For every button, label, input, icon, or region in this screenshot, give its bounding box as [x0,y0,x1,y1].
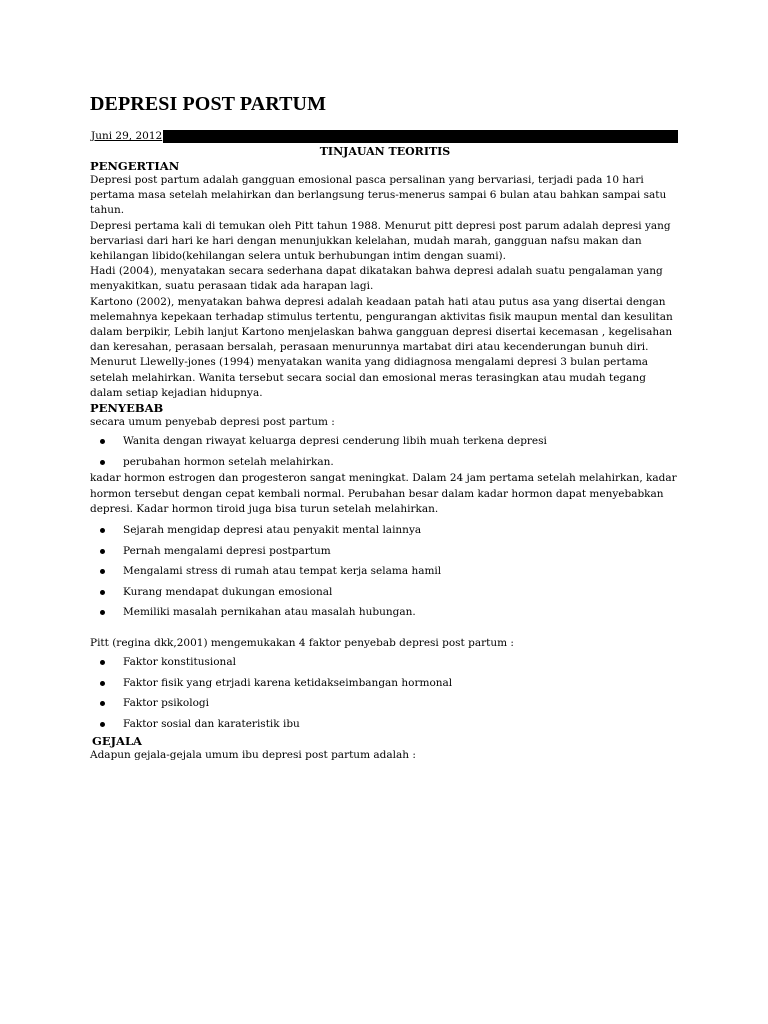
heading-gejala: GEJALA [92,734,142,748]
document-title: DEPRESI POST PARTUM [90,93,327,115]
list-item [90,717,680,732]
list-item [90,676,680,691]
date-bar [90,130,678,143]
spacer [90,626,680,636]
bullet-icon [100,439,105,444]
list-item [90,523,680,538]
list-item-text: Faktor konstitusional [123,656,236,669]
list-item [90,585,680,600]
paragraph: Kartono (2002), menyatakan bahwa depresi adalah keadaan patah hati atau putus asa yang disertai dengan melemahnya kepekaan terhadap stimulus tertentu, pengurangan aktivitas fisik maupun mental dan kesulitan dalam berpikir, Lebih lanjut Kartono menjelaskan bahwa gangguan depresi disertai kecemasan , kegelisahan dan keresahan, perasaan bersalah, perasaan menurunnya martabat diri atau kecenderungan bunuh diri. [90,295,673,354]
bullet-list [90,523,680,620]
bullet-icon [100,610,105,615]
list-item-text: Pernah mengalami depresi postpartum [123,544,331,557]
paragraph: Pitt (regina dkk,2001) mengemukakan 4 faktor penyebab depresi post partum : [90,637,514,650]
list-item-text: Faktor fisik yang etrjadi karena ketidakseimbangan hormonal [123,676,453,689]
list-item [90,655,680,670]
list-item [90,455,680,470]
paragraph: kadar hormon estrogen dan progesteron sangat meningkat. Dalam 24 jam pertama setelah melahirkan, kadar hormon tersebut dengan cepat kembali normal. Perubahan besar dalam kadar hormon dapat menyebabkan depresi. Kadar hormon tiroid juga bisa turun setelah melahirkan. [90,472,677,515]
heading-pengertian: PENGERTIAN [90,159,180,173]
list-item-text: Faktor sosial dan karateristik ibu [123,718,300,730]
bullet-icon [100,590,105,595]
bullet-list [90,655,680,732]
paragraph: Hadi (2004), menyatakan secara sederhana dapat dikatakan bahwa depresi adalah suatu pengalaman yang menyakitkan, suatu perasaan tidak ada harapan lagi. [90,265,663,293]
bullet-icon [100,722,105,727]
list-item-text: Kurang mendapat dukungan emosional [123,585,333,598]
bullet-icon [100,549,105,554]
list-item-text: perubahan hormon setelah melahirkan. [123,455,334,468]
list-item-text: Sejarah mengidap depresi atau penyakit mental lainnya [123,524,422,537]
document-page [90,92,680,763]
list-item [90,564,680,579]
list-item [90,605,680,620]
bullet-icon [100,681,105,686]
list-item-text: Memiliki masalah pernikahan atau masalah hubungan. [123,606,416,619]
bullet-icon [100,460,105,465]
paragraph: Depresi post partum adalah gangguan emosional pasca persalinan yang bervariasi, terjadi pada 10 hari pertama masa setelah melahirkan dan berlangsung terus-menerus sampai 6 bulan atau bahkan sampai satu tahun. [90,174,667,217]
bullet-icon [100,701,105,706]
paragraph: Adapun gejala-gejala umum ibu depresi post partum adalah : [90,749,416,761]
heading-penyebab: PENYEBAB [90,401,164,416]
paragraph: Depresi pertama kali di temukan oleh Pitt tahun 1988. Menurut pitt depresi post parum adalah depresi yang bervariasi dari hari ke hari dengan menunjukkan kelelahan, mudah marah, gangguan nafsu makan dan kehilangan libido(kehilangan selera untuk berhubungan intim dengan suami). [90,219,671,263]
list-item [90,434,680,449]
list-item-text: Wanita dengan riwayat keluarga depresi cenderung libih muah terkena depresi [123,435,547,448]
bullet-icon [100,569,105,574]
bullet-list [90,434,680,470]
bullet-icon [100,660,105,665]
section-center-heading: TINJAUAN TEORITIS [319,145,451,158]
post-date[interactable]: Juni 29, 2012 [91,130,163,142]
list-item-text: Mengalami stress di rumah atau tempat kerja selama hamil [123,565,442,578]
bullet-icon [100,528,105,533]
paragraph: Menurut Llewelly-jones (1994) menyatakan wanita yang didiagnosa mengalami depresi 3 bulan pertama setelah melahirkan. Wanita tersebut secara social dan emosional meras terasingkan atau mudah tegang dalam setiap kejadian hidupnya. [90,356,649,399]
list-item [90,696,680,711]
list-item [90,544,680,559]
list-item-text: Faktor psikologi [123,697,210,710]
paragraph: secara umum penyebab depresi post partum : [90,416,335,429]
